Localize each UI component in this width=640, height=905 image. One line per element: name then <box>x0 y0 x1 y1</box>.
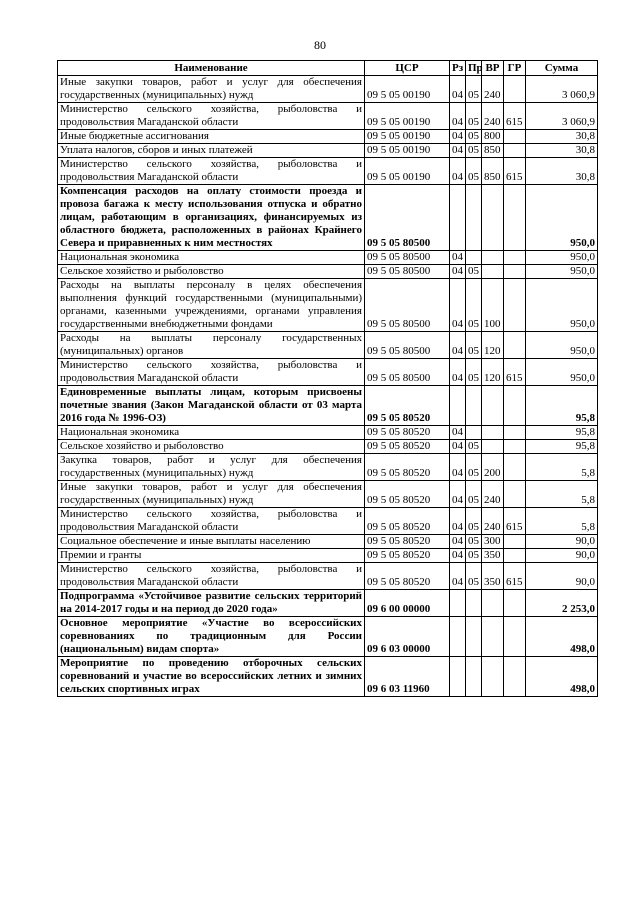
table-row <box>58 549 598 563</box>
cell-name: Подпрограмма «Устойчивое развитие сельских территорий на 2014-2017 годы и на период до 2020 года» <box>58 590 365 617</box>
cell-vr <box>482 426 504 440</box>
cell-rz <box>450 590 466 617</box>
cell-sum: 498,0 <box>526 617 598 657</box>
budget-table <box>57 60 598 697</box>
page-number: 80 <box>314 38 326 52</box>
cell-pr: 05 <box>466 454 482 481</box>
cell-name: Компенсация расходов на оплату стоимости проезда и провоза багажа к месту использования отпуска и обратно лицам, работающим в организациях, финансируемых из областного бюджета, расположенных в районах Крайнего Севера и приравненных к ним местностях <box>58 185 365 251</box>
cell-gr <box>504 440 526 454</box>
cell-sum: 5,8 <box>526 454 598 481</box>
cell-csr: 09 5 05 80520 <box>365 481 450 508</box>
cell-vr: 100 <box>482 279 504 332</box>
cell-csr: 09 5 05 80500 <box>365 332 450 359</box>
cell-rz: 04 <box>450 332 466 359</box>
table-row <box>58 158 598 185</box>
cell-gr <box>504 535 526 549</box>
cell-csr: 09 5 05 00190 <box>365 103 450 130</box>
table-row <box>58 144 598 158</box>
cell-vr: 800 <box>482 130 504 144</box>
cell-gr <box>504 617 526 657</box>
cell-pr <box>466 590 482 617</box>
cell-name: Основное мероприятие «Участие во всероссийских соревнованиях по традиционным для России (национальным) видам спорта» <box>58 617 365 657</box>
cell-rz: 04 <box>450 454 466 481</box>
cell-sum: 3 060,9 <box>526 103 598 130</box>
header-pr: Пр <box>466 61 482 76</box>
cell-rz: 04 <box>450 130 466 144</box>
header-gr: ГР <box>504 61 526 76</box>
cell-gr <box>504 481 526 508</box>
cell-vr: 240 <box>482 508 504 535</box>
cell-name: Сельское хозяйство и рыболовство <box>58 265 365 279</box>
cell-name: Социальное обеспечение и иные выплаты населению <box>58 535 365 549</box>
cell-name: Национальная экономика <box>58 426 365 440</box>
cell-rz: 04 <box>450 359 466 386</box>
cell-rz: 04 <box>450 158 466 185</box>
cell-csr: 09 5 05 00190 <box>365 76 450 103</box>
cell-csr: 09 5 05 80520 <box>365 535 450 549</box>
cell-gr: 615 <box>504 158 526 185</box>
cell-vr <box>482 617 504 657</box>
cell-sum: 95,8 <box>526 386 598 426</box>
cell-rz: 04 <box>450 508 466 535</box>
header-csr: ЦСР <box>365 61 450 76</box>
cell-sum: 498,0 <box>526 657 598 697</box>
cell-csr: 09 5 05 80520 <box>365 454 450 481</box>
cell-name: Иные закупки товаров, работ и услуг для обеспечения государственных (муниципальных) нужд <box>58 481 365 508</box>
table-row <box>58 103 598 130</box>
cell-rz: 04 <box>450 440 466 454</box>
cell-rz: 04 <box>450 76 466 103</box>
header-sum: Сумма <box>526 61 598 76</box>
cell-vr <box>482 386 504 426</box>
cell-rz: 04 <box>450 279 466 332</box>
cell-csr: 09 5 05 80500 <box>365 185 450 251</box>
cell-csr: 09 6 00 00000 <box>365 590 450 617</box>
cell-sum: 950,0 <box>526 185 598 251</box>
cell-name: Расходы на выплаты персоналу в целях обеспечения выполнения функций государственными (муниципальными) органами, казенными учреждениями, органами управления государственными внебюджетными фондами <box>58 279 365 332</box>
cell-gr <box>504 590 526 617</box>
cell-gr <box>504 657 526 697</box>
cell-name: Расходы на выплаты персоналу государственных (муниципальных) органов <box>58 332 365 359</box>
cell-vr: 120 <box>482 332 504 359</box>
cell-pr: 05 <box>466 359 482 386</box>
cell-name: Премии и гранты <box>58 549 365 563</box>
cell-sum: 95,8 <box>526 426 598 440</box>
cell-pr <box>466 657 482 697</box>
cell-sum: 950,0 <box>526 359 598 386</box>
table-row <box>58 617 598 657</box>
table-row <box>58 251 598 265</box>
cell-vr: 240 <box>482 103 504 130</box>
cell-rz: 04 <box>450 549 466 563</box>
cell-vr: 300 <box>482 535 504 549</box>
cell-rz <box>450 657 466 697</box>
cell-name: Национальная экономика <box>58 251 365 265</box>
cell-gr <box>504 279 526 332</box>
table-row <box>58 440 598 454</box>
cell-sum: 30,8 <box>526 144 598 158</box>
cell-name: Сельское хозяйство и рыболовство <box>58 440 365 454</box>
cell-pr <box>466 617 482 657</box>
cell-rz: 04 <box>450 426 466 440</box>
cell-name: Иные закупки товаров, работ и услуг для обеспечения государственных (муниципальных) нужд <box>58 76 365 103</box>
cell-gr <box>504 130 526 144</box>
cell-pr: 05 <box>466 144 482 158</box>
cell-sum: 95,8 <box>526 440 598 454</box>
header-rz: Рз <box>450 61 466 76</box>
cell-name: Единовременные выплаты лицам, которым присвоены почетные звания (Закон Магаданской области от 03 марта 2016 года № 1996-ОЗ) <box>58 386 365 426</box>
table-row <box>58 265 598 279</box>
cell-gr: 615 <box>504 359 526 386</box>
table-header-row <box>58 61 598 76</box>
cell-csr: 09 5 05 80520 <box>365 426 450 440</box>
cell-name: Министерство сельского хозяйства, рыболовства и продовольствия Магаданской области <box>58 508 365 535</box>
cell-gr <box>504 251 526 265</box>
cell-vr: 120 <box>482 359 504 386</box>
cell-vr: 200 <box>482 454 504 481</box>
cell-gr: 615 <box>504 508 526 535</box>
table-body <box>58 76 598 697</box>
cell-csr: 09 6 03 00000 <box>365 617 450 657</box>
cell-sum: 90,0 <box>526 563 598 590</box>
cell-name: Министерство сельского хозяйства, рыболовства и продовольствия Магаданской области <box>58 563 365 590</box>
table-row <box>58 332 598 359</box>
cell-vr: 240 <box>482 76 504 103</box>
cell-sum: 950,0 <box>526 251 598 265</box>
table-row <box>58 386 598 426</box>
cell-vr <box>482 185 504 251</box>
cell-gr: 615 <box>504 103 526 130</box>
cell-pr <box>466 251 482 265</box>
cell-name: Министерство сельского хозяйства, рыболовства и продовольствия Магаданской области <box>58 158 365 185</box>
cell-sum: 950,0 <box>526 265 598 279</box>
table-row <box>58 535 598 549</box>
cell-vr: 240 <box>482 481 504 508</box>
table-row <box>58 508 598 535</box>
table-row <box>58 590 598 617</box>
cell-sum: 30,8 <box>526 158 598 185</box>
table-row <box>58 185 598 251</box>
cell-pr: 05 <box>466 158 482 185</box>
cell-vr: 850 <box>482 158 504 185</box>
cell-name: Иные бюджетные ассигнования <box>58 130 365 144</box>
table-row <box>58 279 598 332</box>
cell-rz <box>450 185 466 251</box>
cell-csr: 09 5 05 80500 <box>365 359 450 386</box>
cell-pr: 05 <box>466 332 482 359</box>
cell-gr <box>504 76 526 103</box>
cell-gr <box>504 454 526 481</box>
header-vr: ВР <box>482 61 504 76</box>
cell-gr <box>504 185 526 251</box>
table-row <box>58 130 598 144</box>
cell-gr <box>504 265 526 279</box>
cell-sum: 5,8 <box>526 481 598 508</box>
cell-pr: 05 <box>466 563 482 590</box>
cell-csr: 09 5 05 00190 <box>365 158 450 185</box>
cell-sum: 5,8 <box>526 508 598 535</box>
cell-pr: 05 <box>466 103 482 130</box>
cell-gr <box>504 386 526 426</box>
cell-vr: 350 <box>482 563 504 590</box>
cell-name: Министерство сельского хозяйства, рыболовства и продовольствия Магаданской области <box>58 359 365 386</box>
cell-rz: 04 <box>450 251 466 265</box>
table-row <box>58 76 598 103</box>
cell-rz: 04 <box>450 481 466 508</box>
table-row <box>58 563 598 590</box>
cell-csr: 09 5 05 80500 <box>365 251 450 265</box>
cell-csr: 09 5 05 80520 <box>365 549 450 563</box>
cell-sum: 2 253,0 <box>526 590 598 617</box>
cell-sum: 950,0 <box>526 279 598 332</box>
cell-gr <box>504 332 526 359</box>
cell-csr: 09 5 05 00190 <box>365 144 450 158</box>
cell-gr <box>504 426 526 440</box>
cell-gr <box>504 549 526 563</box>
cell-vr <box>482 440 504 454</box>
table-row <box>58 657 598 697</box>
cell-pr: 05 <box>466 508 482 535</box>
cell-pr: 05 <box>466 481 482 508</box>
cell-csr: 09 5 05 80520 <box>365 386 450 426</box>
cell-gr: 615 <box>504 563 526 590</box>
cell-csr: 09 5 05 80520 <box>365 563 450 590</box>
table-row <box>58 454 598 481</box>
cell-vr: 350 <box>482 549 504 563</box>
table-row <box>58 426 598 440</box>
cell-vr <box>482 657 504 697</box>
cell-pr: 05 <box>466 440 482 454</box>
cell-csr: 09 5 05 80500 <box>365 279 450 332</box>
header-name: Наименование <box>58 61 365 76</box>
cell-name: Министерство сельского хозяйства, рыболовства и продовольствия Магаданской области <box>58 103 365 130</box>
table-row <box>58 481 598 508</box>
cell-name: Уплата налогов, сборов и иных платежей <box>58 144 365 158</box>
cell-pr: 05 <box>466 279 482 332</box>
cell-rz: 04 <box>450 265 466 279</box>
cell-pr: 05 <box>466 130 482 144</box>
table-row <box>58 359 598 386</box>
cell-rz <box>450 617 466 657</box>
cell-pr: 05 <box>466 549 482 563</box>
cell-pr <box>466 386 482 426</box>
cell-csr: 09 5 05 80520 <box>365 440 450 454</box>
cell-pr: 05 <box>466 535 482 549</box>
cell-sum: 90,0 <box>526 535 598 549</box>
cell-gr <box>504 144 526 158</box>
cell-vr <box>482 251 504 265</box>
cell-csr: 09 5 05 80500 <box>365 265 450 279</box>
cell-sum: 3 060,9 <box>526 76 598 103</box>
cell-sum: 90,0 <box>526 549 598 563</box>
cell-csr: 09 5 05 00190 <box>365 130 450 144</box>
cell-pr: 05 <box>466 76 482 103</box>
cell-vr <box>482 590 504 617</box>
cell-rz: 04 <box>450 144 466 158</box>
cell-name: Мероприятие по проведению отборочных сельских соревнований и участие во всероссийских летних и зимних сельских спортивных играх <box>58 657 365 697</box>
cell-sum: 30,8 <box>526 130 598 144</box>
cell-pr: 05 <box>466 265 482 279</box>
cell-csr: 09 6 03 11960 <box>365 657 450 697</box>
cell-rz: 04 <box>450 535 466 549</box>
cell-rz: 04 <box>450 103 466 130</box>
cell-vr: 850 <box>482 144 504 158</box>
cell-sum: 950,0 <box>526 332 598 359</box>
cell-name: Закупка товаров, работ и услуг для обеспечения государственных (муниципальных) нужд <box>58 454 365 481</box>
cell-csr: 09 5 05 80520 <box>365 508 450 535</box>
cell-pr <box>466 426 482 440</box>
cell-vr <box>482 265 504 279</box>
cell-rz <box>450 386 466 426</box>
cell-rz: 04 <box>450 563 466 590</box>
cell-pr <box>466 185 482 251</box>
